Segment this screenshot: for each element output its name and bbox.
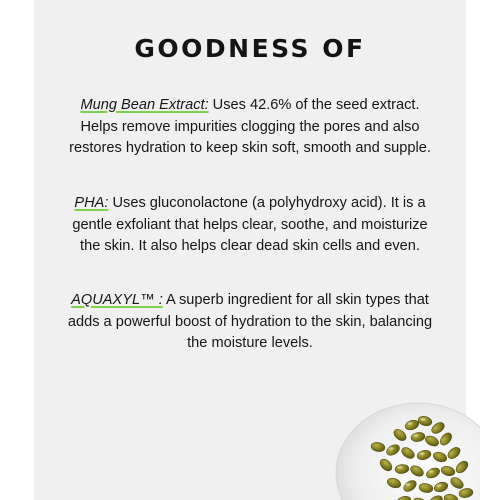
ingredient-name: Mung Bean Extract:: [80, 97, 209, 113]
ingredient-description: Uses gluconolactone (a polyhydroxy acid). It is a gentle exfoliant that helps clear, soothe, and moisturize the skin. It also helps clear dead skin cells and even.: [72, 195, 428, 254]
ingredient-name: PHA:: [74, 195, 109, 211]
ingredient-mung-bean: [62, 95, 438, 160]
ingredient-description: Uses 42.6% of the seed extract. Helps remove impurities clogging the pores and also restores hydration to keep skin soft, smooth and supple.: [69, 97, 431, 156]
mung-bean-dish-icon: [320, 395, 480, 500]
ingredient-description: A superb ingredient for all skin types that adds a powerful boost of hydration to the skin, balancing the moisture levels.: [67, 292, 433, 351]
ingredient-pha: [62, 193, 438, 258]
ingredient-name: AQUAXYL™ :: [71, 292, 163, 308]
page-title: GOODNESS OF: [134, 34, 366, 63]
ingredient-aquaxyl: [62, 290, 438, 355]
